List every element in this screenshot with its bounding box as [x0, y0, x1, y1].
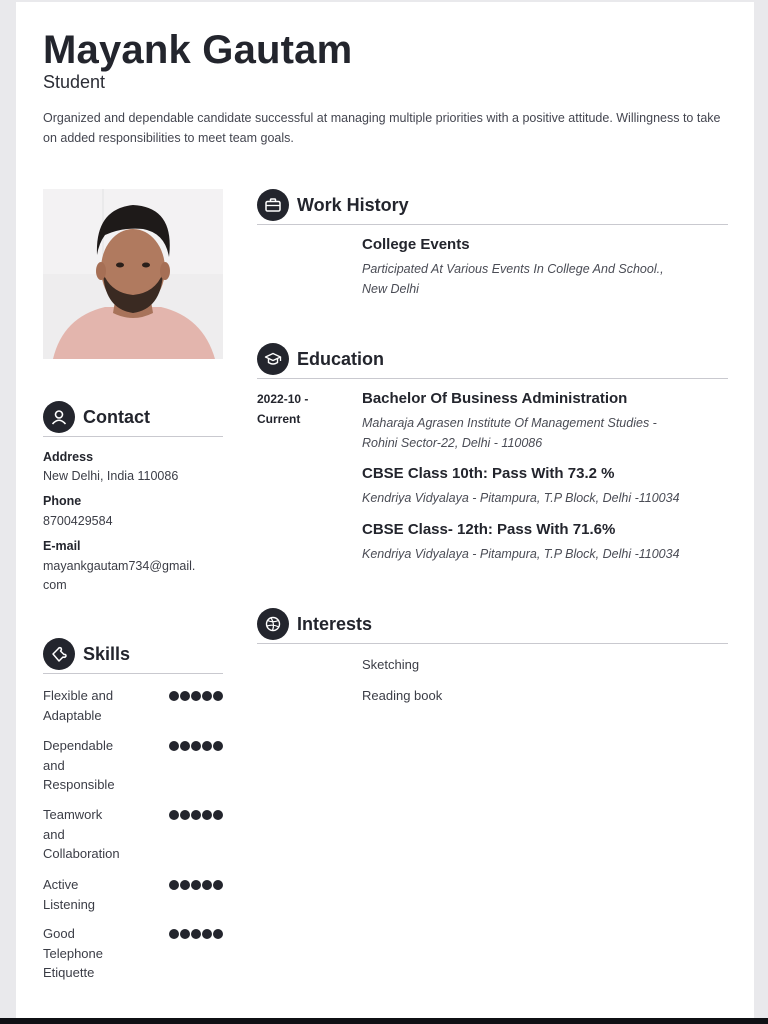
rating-dot [213, 810, 223, 820]
work-history-title: Work History [297, 194, 409, 215]
rating-dot [169, 741, 179, 751]
contact-title: Contact [83, 406, 150, 427]
rating-dot [191, 691, 201, 701]
phone-value: 8700429584 [43, 514, 113, 528]
rating-dot [213, 741, 223, 751]
skill-item [43, 736, 138, 795]
skill-rating-dots [169, 880, 223, 890]
address-label: Address [43, 450, 94, 464]
skill-label-line: Etiquette [43, 965, 95, 980]
education-entry-school-line1: Maharaja Agrasen Institute Of Management Studies - [362, 416, 657, 430]
rating-dot [191, 810, 201, 820]
skill-rating-dots [169, 929, 223, 939]
candidate-role: Student [43, 72, 106, 92]
email-label: E-mail [43, 539, 81, 553]
skill-label-line: Active [43, 877, 79, 892]
skill-item [43, 805, 138, 864]
rating-dot [202, 929, 212, 939]
candidate-name: Mayank Gautam [43, 28, 353, 72]
rating-dot [213, 691, 223, 701]
work-history-section-header [257, 189, 409, 221]
interests-divider [257, 643, 728, 644]
interest-item: Sketching [362, 657, 420, 672]
skill-label-line: and [43, 826, 65, 842]
rating-dot [180, 929, 190, 939]
education-entry-title: Bachelor Of Business Administration [362, 390, 628, 407]
skill-rating-dots [169, 810, 223, 820]
graduation-cap-icon [257, 343, 289, 375]
skill-label-line: Good [43, 926, 75, 941]
rating-dot [191, 880, 201, 890]
rating-dot [180, 880, 190, 890]
bottom-edge-bar [0, 1018, 768, 1024]
skill-label-line: Listening [43, 896, 96, 912]
work-entry-title: College Events [362, 236, 470, 253]
interests-section-header [257, 608, 372, 640]
rating-dot [191, 741, 201, 751]
email-value-line1: mayankgautam734@gmail. [43, 559, 196, 573]
puzzle-icon [43, 638, 75, 670]
rating-dot [169, 691, 179, 701]
skills-title: Skills [83, 643, 131, 664]
skill-item [43, 924, 138, 983]
education-entry-school-line2: Rohini Sector-22, Delhi - 110086 [362, 436, 543, 450]
education-entry-school-line1: Kendriya Vidyalaya - Pitampura, T.P Block, Delhi -110034 [362, 547, 680, 561]
skill-label-line: Adaptable [43, 707, 102, 723]
profile-summary: Organized and dependable candidate successful at managing multiple priorities with a positive attitude. Willingness to take on added responsibilities to meet team goals. [43, 111, 721, 145]
person-portrait-icon [43, 189, 223, 359]
education-entry-title: CBSE Class 10th: Pass With 73.2 % [362, 465, 615, 482]
rating-dot [180, 810, 190, 820]
contact-divider [43, 436, 223, 437]
work-entry-desc-line2: New Delhi [362, 282, 419, 296]
contact-section-header [43, 401, 150, 433]
rating-dot [202, 691, 212, 701]
skill-item [43, 686, 138, 725]
skill-label-line: Telephone [43, 945, 103, 961]
rating-dot [213, 880, 223, 890]
skill-label-line: Dependable [43, 738, 114, 753]
interest-item: Reading book [362, 688, 443, 703]
skill-label-line: Teamwork [43, 807, 103, 822]
email-value-line2: com [43, 578, 67, 592]
skill-rating-dots [169, 691, 223, 701]
rating-dot [169, 810, 179, 820]
skill-label-line: Responsible [43, 777, 115, 792]
work-entry-desc-line1: Participated At Various Events In College And School., [362, 262, 664, 276]
skill-label-line: Flexible and [43, 688, 114, 703]
education-section-header [257, 343, 384, 375]
rating-dot [213, 929, 223, 939]
education-entry-title: CBSE Class- 12th: Pass With 71.6% [362, 521, 616, 538]
phone-label: Phone [43, 494, 82, 508]
rating-dot [169, 880, 179, 890]
rating-dot [202, 880, 212, 890]
education-title: Education [297, 348, 385, 369]
profile-photo [43, 189, 223, 359]
rating-dot [180, 691, 190, 701]
education-date-end: Current [257, 412, 301, 426]
education-date-start: 2022-10 - [257, 392, 309, 406]
briefcase-icon [257, 189, 289, 221]
education-date [257, 389, 337, 429]
person-icon [43, 401, 75, 433]
rating-dot [202, 741, 212, 751]
work-history-divider [257, 224, 728, 225]
rating-dot [169, 929, 179, 939]
skill-rating-dots [169, 741, 223, 751]
rating-dot [180, 741, 190, 751]
address-value: New Delhi, India 110086 [43, 469, 179, 483]
skill-item [43, 875, 138, 914]
education-entry-school-line1: Kendriya Vidyalaya - Pitampura, T.P Block, Delhi -110034 [362, 491, 680, 505]
rating-dot [191, 929, 201, 939]
resume-page [16, 2, 754, 1018]
skills-section-header [43, 638, 130, 670]
rating-dot [202, 810, 212, 820]
skill-label-line: Collaboration [43, 846, 120, 861]
education-divider [257, 378, 728, 379]
skill-label-line: and [43, 757, 65, 773]
interests-title: Interests [297, 613, 373, 634]
skills-divider [43, 673, 223, 674]
basketball-icon [257, 608, 289, 640]
